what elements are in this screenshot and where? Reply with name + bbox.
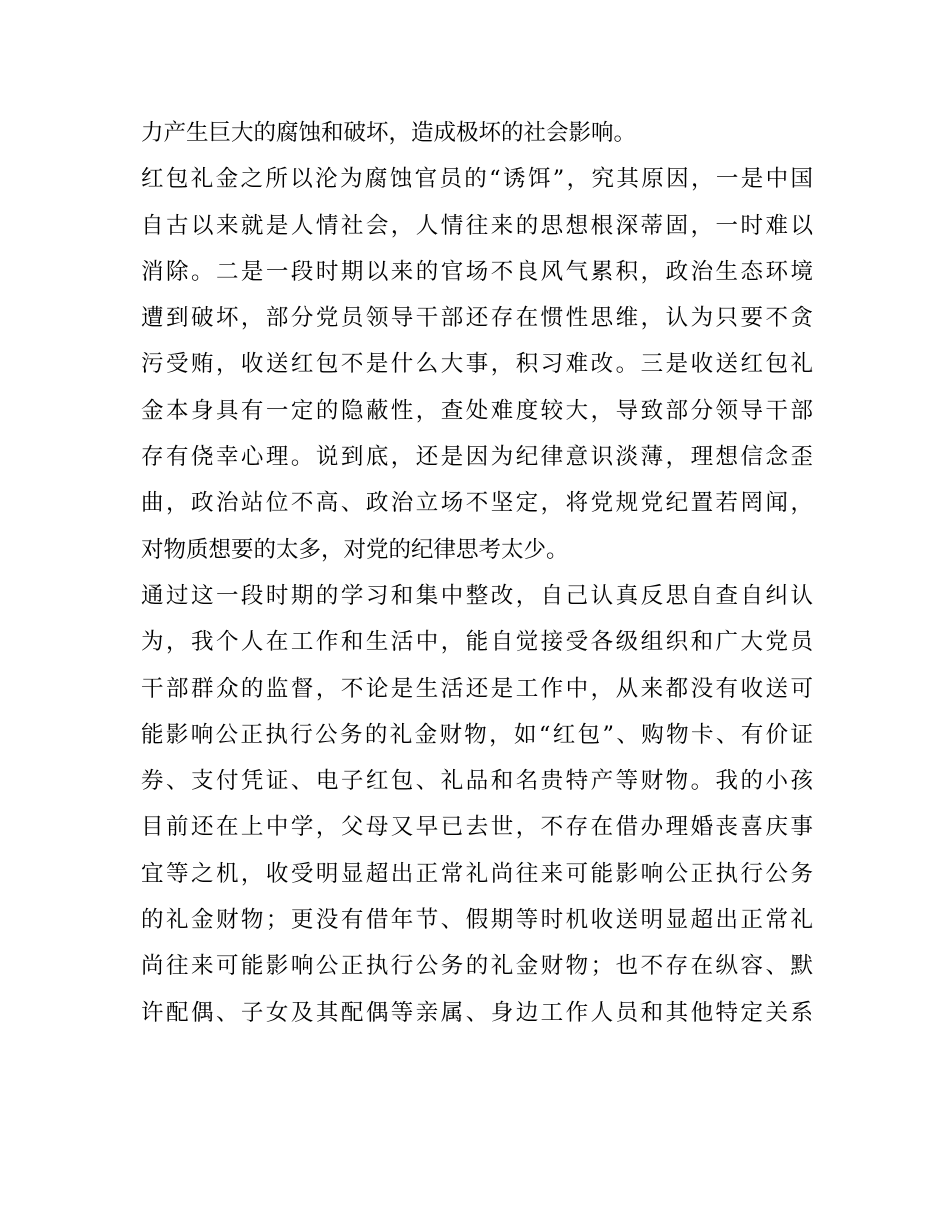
text-line: 券、支付凭证、电子红包、礼品和名贵特产等财物。我的小孩 xyxy=(141,768,813,795)
text-line: 力产生巨大的腐蚀和破坏，造成极坏的社会影响。 xyxy=(141,120,637,146)
text-line: 对物质想要的太多，对党的纪律思考太少。 xyxy=(141,536,569,563)
text-line: 为，我个人在工作和生活中，能自觉接受各级组织和广大党员 xyxy=(141,629,813,656)
text-line: 许配偶、子女及其配偶等亲属、身边工作人员和其他特定关系 xyxy=(141,999,813,1026)
text-line: 通过这一段时期的学习和集中整改，自己认真反思自查自纠认 xyxy=(141,582,813,609)
text-line: 的礼金财物；更没有借年节、假期等时机收送明显超出正常礼 xyxy=(141,907,813,934)
text-line: 宜等之机，收受明显超出正常礼尚往来可能影响公正执行公务 xyxy=(141,860,813,887)
text-line: 污受贿，收送红包不是什么大事，积习难改。三是收送红包礼 xyxy=(141,351,813,378)
text-line: 自古以来就是人情社会，人情往来的思想根深蒂固，一时难以 xyxy=(141,212,813,239)
text-line: 目前还在上中学，父母又早已去世，不存在借办理婚丧喜庆事 xyxy=(141,814,813,841)
text-line: 曲，政治站位不高、政治立场不坚定，将党规党纪置若罔闻， xyxy=(141,490,813,517)
body-text xyxy=(141,110,813,1036)
text-line: 消除。二是一段时期以来的官场不良风气累积，政治生态环境 xyxy=(141,258,813,285)
text-line: 干部群众的监督，不论是生活还是工作中，从来都没有收送可 xyxy=(141,675,813,702)
text-line: 尚往来可能影响公正执行公务的礼金财物；也不存在纵容、默 xyxy=(141,953,813,980)
text-line: 金本身具有一定的隐蔽性，查处难度较大，导致部分领导干部 xyxy=(141,397,813,424)
text-line: 存有侥幸心理。说到底，还是因为纪律意识淡薄，理想信念歪 xyxy=(141,444,813,471)
text-line: 遭到破坏，部分党员领导干部还存在惯性思维，认为只要不贪 xyxy=(141,305,813,332)
text-line: 红包礼金之所以沦为腐蚀官员的“诱饵”，究其原因，一是中国 xyxy=(141,166,813,193)
text-line: 能影响公正执行公务的礼金财物，如“红包”、购物卡、有价证 xyxy=(141,721,813,748)
